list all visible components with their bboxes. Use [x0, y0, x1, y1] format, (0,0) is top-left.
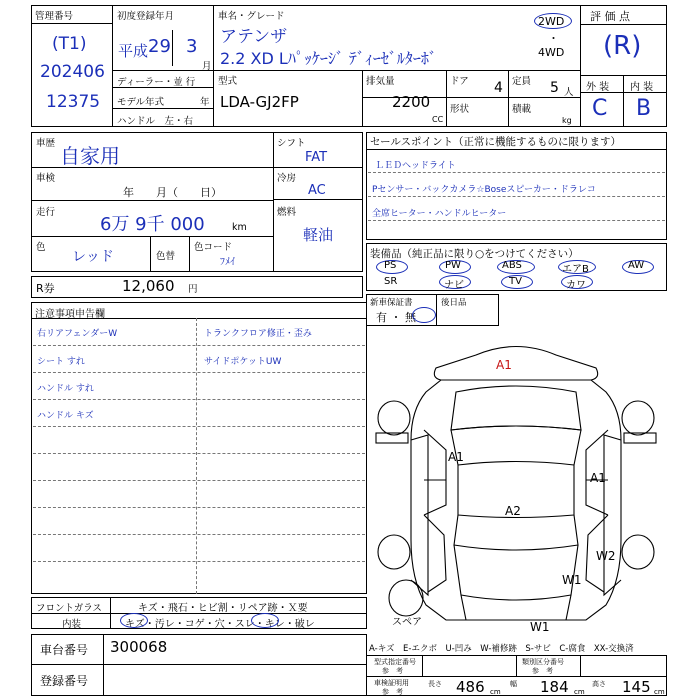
body-label: 形状 [450, 104, 470, 115]
height-unit: cm [654, 688, 665, 696]
drive-2wd: 2WD [538, 15, 565, 28]
dealer-label: ディーラー・並 行 [117, 77, 196, 88]
length-label: 長さ [428, 680, 442, 688]
length: 486 [456, 678, 485, 696]
doors: 4 [494, 80, 503, 96]
shift: FAT [305, 150, 328, 165]
name-grade-label: 車名・グレード [218, 11, 285, 22]
reg-label: 登録番号 [40, 674, 89, 688]
fuel-label: 燃料 [277, 207, 297, 218]
history-label: 車歴 [36, 138, 56, 149]
mgmt-no-prefix: (T1) [52, 34, 87, 54]
model-year-label: モデル年式 [117, 97, 165, 108]
front-glass-label: フロントガラス [36, 603, 102, 614]
capacity-label: 定員 [512, 76, 532, 87]
equip-airbag: エアB [562, 264, 589, 275]
displacement: 2200 [392, 93, 431, 111]
equip-sr: SR [384, 276, 398, 287]
first-reg-month: 3 [186, 36, 198, 57]
note-right-1: トランクフロア修正・歪み [204, 329, 312, 339]
diagram-mark-w2: W2 [596, 549, 616, 563]
load-unit: kg [562, 116, 572, 125]
inspection-units: 年 月（ 日） [123, 186, 222, 199]
height: 145 [622, 678, 651, 696]
mgmt-no-line3: 12375 [46, 92, 101, 112]
car-name: アテンザ [220, 27, 288, 47]
warranty-value: 有 ・ 無 [376, 311, 416, 324]
diagram-mark-front: A1 [496, 358, 512, 372]
note-right-2: サイドポケットUW [204, 357, 282, 367]
handle-label: ハンドル 左・右 [117, 116, 194, 127]
cert-ref: 参 考 [382, 688, 403, 696]
note-left-1: 右リアフェンダーW [37, 329, 118, 339]
length-unit: cm [490, 688, 501, 696]
width: 184 [540, 678, 569, 696]
score-label: 評 価 点 [590, 10, 630, 23]
mileage-label: 走行 [36, 207, 56, 218]
interior-kizu-circle [120, 613, 148, 628]
mgmt-no-label: 管理番号 [35, 11, 74, 22]
mileage: 6万 9千 000 [100, 214, 205, 235]
model-code-label: 型式 [218, 76, 238, 87]
doors-label: ドア [450, 76, 469, 87]
recycle-amount: 12,060 [122, 277, 175, 295]
diagram-mark-left-a1: A1 [448, 450, 464, 464]
note-left-3: ハンドル すれ [37, 384, 94, 394]
interior-sure-circle [251, 613, 279, 628]
load-label: 積載 [512, 104, 532, 115]
recycle-unit: 円 [188, 284, 198, 295]
type-cert-label: 型式指定番号 [374, 658, 416, 666]
diagram-mark-w1-rear: W1 [562, 573, 582, 587]
equipment-title: 装備品（純正品に限り○をつけてください） [370, 248, 579, 260]
equip-aw: AW [628, 260, 645, 271]
selling-points-title: セールスポイント（正常に機能するものに限ります） [370, 136, 622, 148]
equip-ps: PS [384, 260, 397, 271]
ac-label: 冷房 [277, 173, 297, 184]
front-glass-options: キズ・飛石・ヒビ割・リペア跡・Ｘ要 [138, 603, 308, 614]
delivery-label: 後日品 [441, 298, 467, 308]
notes-title: 注意事項申告欄 [35, 309, 105, 320]
diagram-mark-right-a1: A1 [590, 471, 606, 485]
selling-point-3: 全席ヒーター・ハンドルヒーター [372, 209, 507, 219]
drive-dot: ・ [548, 32, 559, 45]
score: (R) [603, 31, 642, 61]
chassis-label: 車台番号 [40, 643, 89, 657]
diagram-mark-w1-bottom: W1 [530, 620, 550, 634]
selling-point-2: Pセンサー・バックカメラ☆Boseスピーカー・ドラレコ [372, 185, 596, 195]
color-change-label: 色替 [156, 251, 176, 262]
shift-label: シフト [277, 138, 306, 149]
grade: 2.2 XD Lﾊﾟｯｹｰｼﾞ ﾃﾞｨｰｾﾞﾙﾀｰﾎﾞ [220, 49, 437, 68]
first-reg-year: 29 [148, 36, 171, 57]
inspection-label: 車検 [36, 173, 56, 184]
ac: AC [308, 183, 326, 198]
exterior-label: 外 装 [586, 82, 610, 93]
displacement-unit: CC [432, 115, 444, 124]
height-label: 高さ [592, 680, 606, 688]
chassis-no: 300068 [110, 638, 168, 656]
type-cert-ref: 参 考 [382, 667, 403, 675]
history-value: 自家用 [60, 144, 120, 168]
spare-label: スペア [392, 617, 422, 628]
capacity: 5 [550, 80, 559, 96]
era: 平成 [118, 42, 149, 60]
note-left-2: シート すれ [37, 357, 85, 367]
exterior-grade: C [592, 96, 608, 121]
drive-4wd: 4WD [538, 46, 565, 59]
interior-label: 内 装 [630, 82, 654, 93]
color-code-label: 色コード [194, 242, 233, 253]
recycle-label: R券 [36, 282, 55, 295]
equip-navi: ナビ [444, 280, 464, 291]
interior-grade: B [636, 96, 652, 121]
diagram-mark-a2: A2 [505, 504, 521, 518]
fuel: 軽油 [303, 226, 334, 244]
equip-abs: ABS [502, 260, 522, 271]
color: レッド [72, 249, 114, 265]
month-unit: 月 [202, 61, 212, 72]
color-label: 色 [36, 242, 46, 253]
year-unit: 年 [200, 97, 210, 108]
displacement-label: 排気量 [366, 76, 395, 87]
warranty-none-circle [412, 307, 436, 323]
selling-point-1: ＬＥＤヘッドライト [375, 161, 456, 171]
equip-pw: PW [445, 260, 461, 271]
equip-leather: カワ [566, 280, 586, 291]
equip-tv: TV [509, 276, 522, 287]
category-ref: 参 考 [532, 667, 553, 675]
interior-glass-label: 内装 [62, 619, 82, 630]
capacity-unit: 人 [564, 87, 574, 98]
width-label: 幅 [510, 680, 517, 688]
category-label: 類別区分番号 [522, 658, 564, 666]
color-code: ﾌﾒｲ [220, 257, 235, 268]
mgmt-no-line2: 202406 [40, 62, 105, 82]
interior-options: キズ・汚レ・コゲ・穴・スレ・キレ・破レ [125, 619, 315, 630]
note-left-4: ハンドル キズ [37, 411, 94, 421]
mileage-unit: km [232, 222, 247, 233]
car-diagram [366, 330, 667, 635]
first-reg-label: 初度登録年月 [117, 11, 175, 22]
width-unit: cm [574, 688, 585, 696]
legend: A-キズ E-エクボ U-凹み W-補修跡 S-サビ C-腐食 XX-交換済 [369, 644, 634, 654]
cert-label: 車検証明用 [374, 679, 409, 687]
model-code: LDA-GJ2FP [220, 93, 299, 111]
warranty-label: 新車保証書 [370, 298, 413, 308]
